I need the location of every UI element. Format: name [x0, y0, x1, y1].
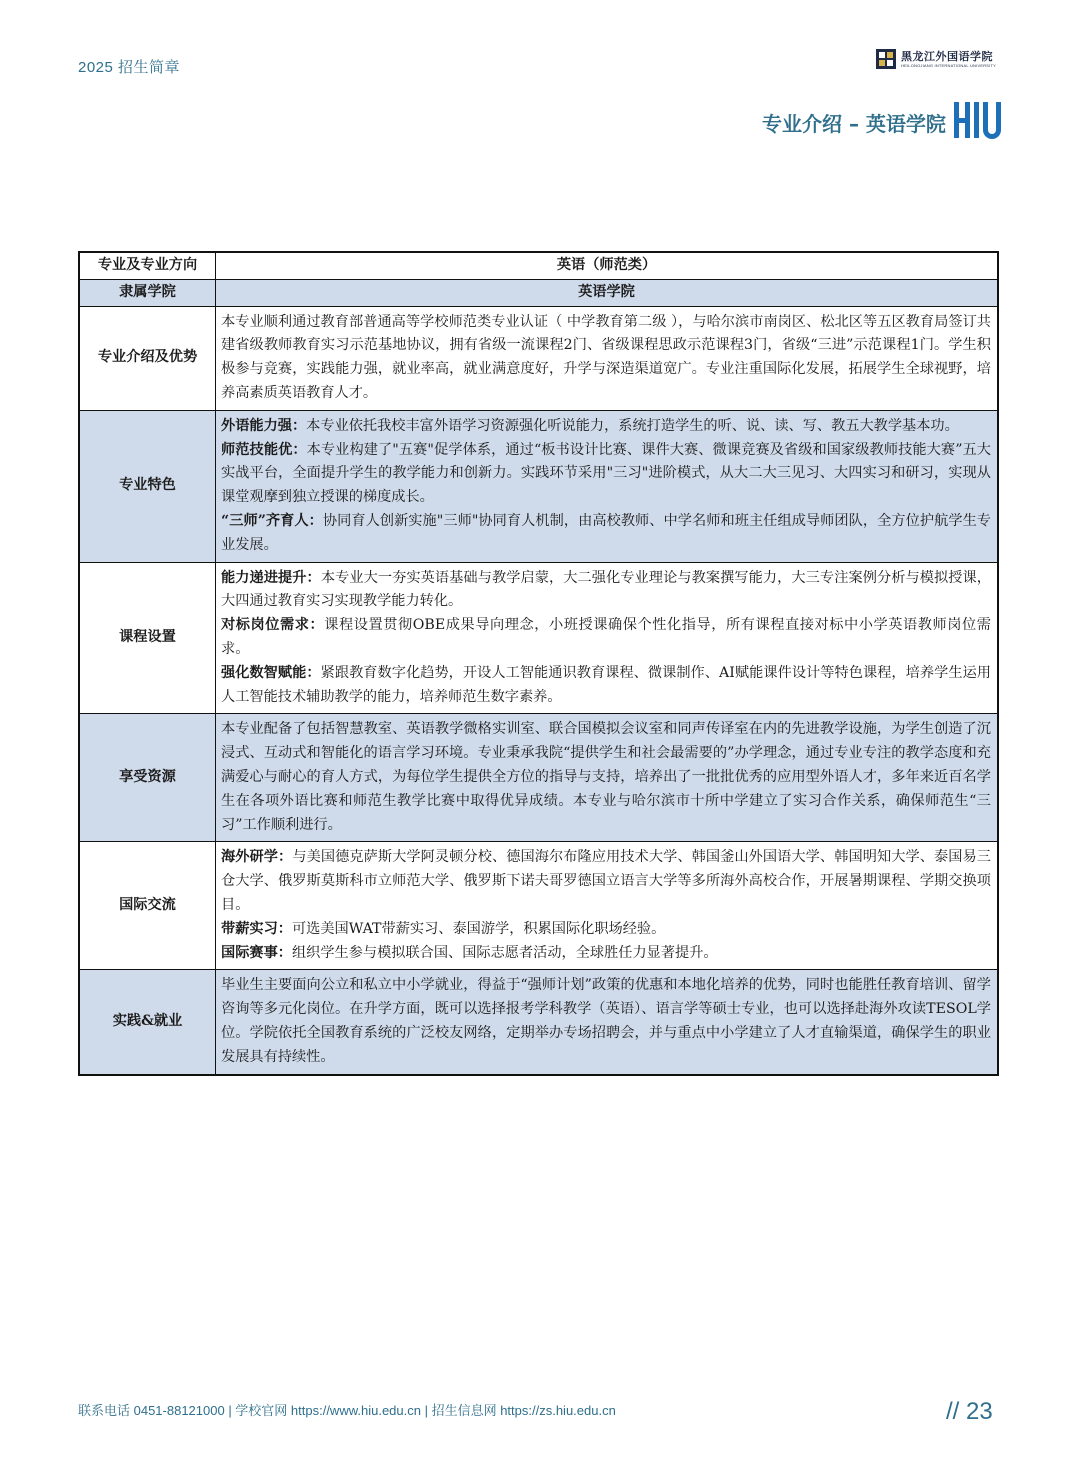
university-logo: [875, 46, 1010, 72]
career-label: 实践&就业: [79, 970, 216, 1075]
resources-label: 享受资源: [79, 714, 216, 842]
feature-item: [221, 415, 991, 439]
curriculum-keyword: 能力递进提升：: [221, 569, 321, 586]
table-row-major: [79, 252, 998, 279]
curriculum-item: [221, 614, 991, 662]
curriculum-cell: [216, 562, 999, 714]
intro-text: 本专业顺利通过教育部普通高等学校师范类专业认证（ 中学教育第二级 ），与哈尔滨市南岗区、松北区等五区教育局签订共建省级教师教育实习示范基地协议，拥有省级一流课程2门、省级课程思政示范课程3门，省级“三进”示范课程1门。学生积极参与竞赛，实践能力强，就业率高，就业满意度好，升学与深造渠道宽广。专业注重国际化发展，拓展学生全球视野，培养高素质英语教育人才。: [216, 306, 999, 410]
curriculum-label: 课程设置: [79, 562, 216, 714]
college-label: 隶属学院: [79, 279, 216, 306]
college-value: 英语学院: [216, 279, 999, 306]
logo-english-name: HEILONGJIANG INTERNATIONAL UNIVERSITY: [901, 62, 996, 68]
international-keyword: 国际赛事：: [221, 944, 292, 961]
major-info-table: [78, 251, 999, 1076]
table-row-college: [79, 279, 998, 306]
major-value: 英语（师范类）: [216, 252, 999, 279]
brochure-label: 2025 招生简章: [78, 59, 181, 76]
international-text: 可选美国WAT带薪实习、泰国游学，积累国际化职场经验。: [291, 920, 666, 937]
page-number: // 23: [946, 1398, 993, 1425]
footer-contact: 联系电话 0451-88121000 | 学校官网 https://www.hiu.edu.cn | 招生信息网 https://zs.hiu.edu.cn: [78, 1403, 616, 1418]
international-keyword: 带薪实习：: [221, 920, 292, 937]
curriculum-item: [221, 567, 991, 615]
feature-text: 协同育人创新实施"三师"协同育人机制，由高校教师、中学名师和班主任组成导师团队，全方位护航学生专业发展。: [221, 512, 991, 553]
table-row-career: [79, 970, 998, 1075]
table-row-international: [79, 842, 998, 970]
international-text: 与美国德克萨斯大学阿灵顿分校、德国海尔布隆应用技术大学、韩国釜山外国语大学、韩国明知大学、泰国易三仓大学、俄罗斯莫斯科市立师范大学、俄罗斯下诺夫哥罗德国立语言大学等多所海外高校合作，开展暑期课程、学期交换项目。: [221, 849, 991, 913]
feature-keyword: 外语能力强：: [221, 417, 307, 434]
features-label: 专业特色: [79, 410, 216, 562]
table-row-features: [79, 410, 998, 562]
feature-keyword: 师范技能优：: [221, 441, 307, 458]
feature-item: [221, 510, 991, 558]
curriculum-keyword: 强化数智赋能：: [221, 664, 321, 681]
feature-item: [221, 439, 991, 510]
resources-text: 本专业配备了包括智慧教室、英语教学微格实训室、联合国模拟会议室和同声传译室在内的先进教学设施，为学生创造了沉浸式、互动式和智能化的语言学习环境。专业秉承我院“提供学生和社会最需要的”办学理念，通过专业专注的教学态度和充满爱心与耐心的育人方式，为每位学生提供全方位的指导与支持，培养出了一批批优秀的应用型外语人才，多年来近百名学生在各项外语比赛和师范生教学比赛中取得优异成绩。本专业与哈尔滨市十所中学建立了实习合作关系，确保师范生“三习”工作顺利进行。: [216, 714, 999, 842]
curriculum-text: 课程设置贯彻OBE成果导向理念，小班授课确保个性化指导，所有课程直接对标中小学英语教师岗位需求。: [221, 617, 991, 657]
international-keyword: 海外研学：: [221, 849, 293, 866]
logo-chinese-name: 黑龙江外国语学院: [901, 49, 993, 63]
section-title: 专业介绍 – 英语学院: [762, 112, 946, 136]
curriculum-text: 本专业大一夯实英语基础与教学启蒙，大二强化专业理论与教案撰写能力，大三专注案例分析与模拟授课，大四通过教育实习实现教学能力转化。: [221, 569, 991, 610]
intro-label: 专业介绍及优势: [79, 306, 216, 410]
feature-text: 本专业依托我校丰富外语学习资源强化听说能力，系统打造学生的听、说、读、写、教五大教学基本功。: [306, 417, 959, 434]
curriculum-keyword: 对标岗位需求：: [221, 617, 325, 634]
feature-keyword: “三师”齐育人：: [221, 512, 323, 529]
features-cell: [216, 410, 999, 562]
hiu-mark-icon: [954, 100, 1004, 140]
career-text: 毕业生主要面向公立和私立中小学就业，得益于“强师计划”政策的优惠和本地化培养的优势，同时也能胜任教育培训、留学咨询等多元化岗位。在升学方面，既可以选择报考学科教学（英语）、语言学等硕士专业，也可以选择赴海外攻读TESOL学位。学院依托全国教育系统的广泛校友网络，定期举办专场招聘会，并与重点中小学建立了人才直输渠道，确保学生的职业发展具有持续性。: [216, 970, 999, 1075]
international-item: [221, 942, 991, 966]
curriculum-text: 紧跟教育数字化趋势，开设人工智能通识教育课程、微课制作、AI赋能课件设计等特色课程，培养学生运用人工智能技术辅助教学的能力，培养师范生数字素养。: [221, 664, 991, 705]
international-text: 组织学生参与模拟联合国、国际志愿者活动，全球胜任力显著提升。: [291, 944, 718, 961]
international-item: [221, 918, 991, 942]
international-label: 国际交流: [79, 842, 216, 970]
major-label: 专业及专业方向: [79, 252, 216, 279]
university-emblem-icon: [875, 48, 897, 70]
table-row-curriculum: [79, 562, 998, 714]
international-cell: [216, 842, 999, 970]
feature-text: 本专业构建了"五赛"促学体系，通过“板书设计比赛、课件大赛、微课竞赛及省级和国家级教师技能大赛”五大实战平台，全面提升学生的教学能力和创新力。实践环节采用"三习"进阶模式，从大二大三见习、大四实习和研习，实现从课堂观摩到独立授课的梯度成长。: [221, 441, 991, 506]
table-row-intro: [79, 306, 998, 410]
curriculum-item: [221, 662, 991, 710]
table-row-resources: [79, 714, 998, 842]
international-item: [221, 846, 991, 917]
